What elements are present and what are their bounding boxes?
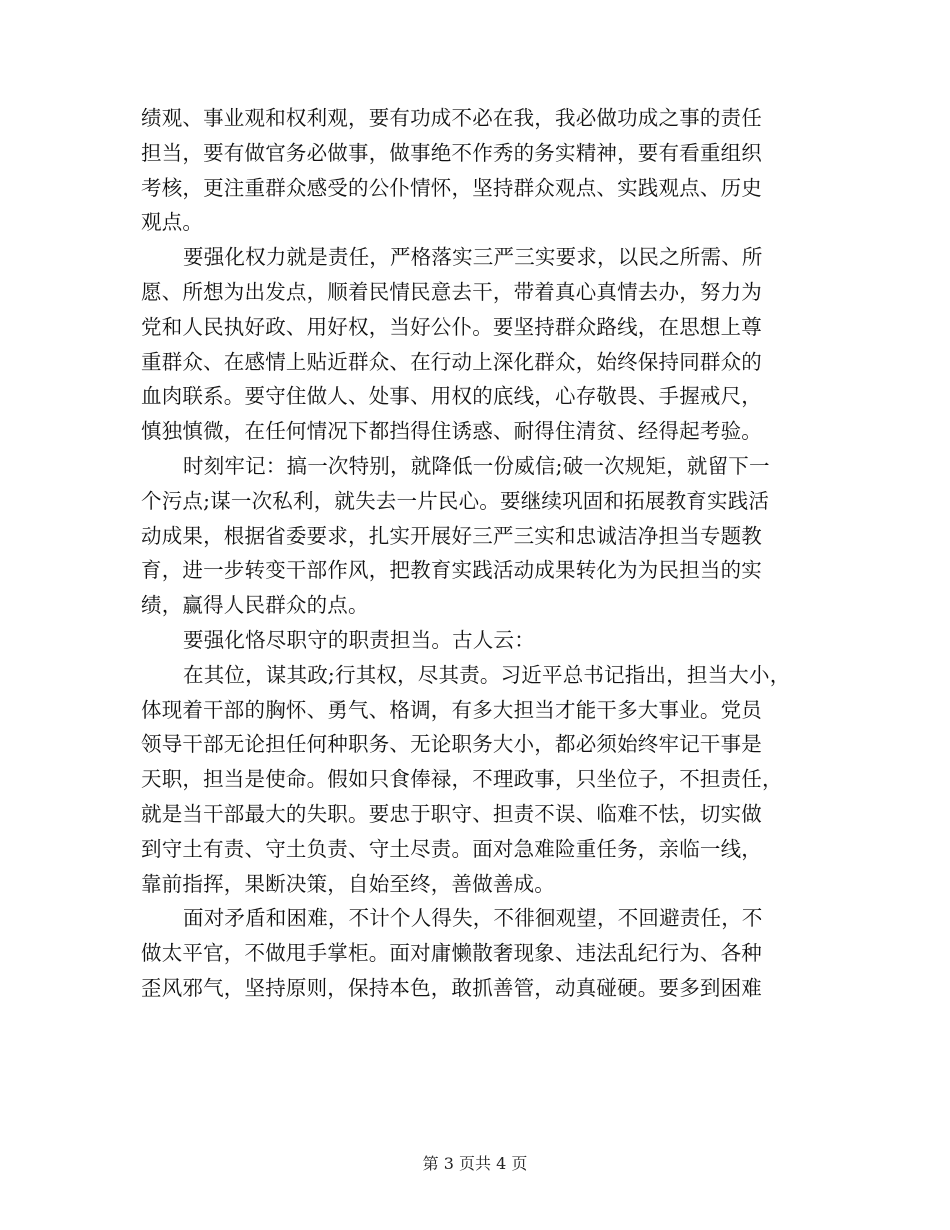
text-line: 观点。 (141, 210, 204, 235)
text-line: 愿、所想为出发点，顺着民情民意去干，带着真心真情去办，努力为 (141, 279, 762, 304)
text-line: 领导干部无论担任何种职务、无论职务大小，都必须始终牢记干事是 (141, 732, 762, 757)
text-line: 天职，担当是使命。假如只食俸禄，不理政事，只坐位子，不担责任， (141, 767, 783, 792)
text-line: 血肉联系。要守住做人、处事、用权的底线，心存敬畏、手握戒尺， (141, 384, 762, 409)
text-line: 个污点;谋一次私利，就失去一片民心。要继续巩固和拓展教育实践活 (141, 488, 770, 513)
text-line: 考核，更注重群众感受的公仆情怀，坚持群众观点、实践观点、历史 (141, 175, 762, 200)
text-line: 就是当干部最大的失职。要忠于职守、担责不误、临难不怯，切实做 (141, 801, 762, 826)
text-line: 慎独慎微，在任何情况下都挡得住诱惑、耐得住清贫、经得起考验。 (141, 419, 762, 444)
text-line: 在其位，谋其政;行其权，尽其责。习近平总书记指出，担当大小， (183, 662, 791, 687)
text-line: 重群众、在感情上贴近群众、在行动上深化群众，始终保持同群众的 (141, 349, 762, 374)
text-line: 绩观、事业观和权利观，要有功成不必在我，我必做功成之事的责任 (141, 106, 762, 130)
text-line: 时刻牢记：搞一次特别，就降低一份威信;破一次规矩，就留下一 (183, 453, 770, 478)
text-line: 绩，赢得人民群众的点。 (141, 593, 369, 618)
text-line: 要强化恪尽职守的职责担当。古人云： (183, 627, 535, 652)
text-line: 要强化权力就是责任，严格落实三严三实要求，以民之所需、所 (183, 245, 763, 270)
text-line: 体现着干部的胸怀、勇气、格调，有多大担当才能干多大事业。党员 (141, 697, 762, 722)
text-line: 育，进一步转变干部作风，把教育实践活动成果转化为为民担当的实 (141, 558, 762, 583)
text-line: 担当，要有做官务必做事，做事绝不作秀的务实精神，要有看重组织 (141, 140, 762, 165)
text-line: 面对矛盾和困难，不计个人得失，不徘徊观望，不回避责任，不 (183, 906, 763, 931)
text-line: 歪风邪气，坚持原则，保持本色，敢抓善管，动真碰硬。要多到困难 (141, 975, 762, 1000)
text-line: 靠前指挥，果断决策，自始至终，善做善成。 (141, 871, 555, 896)
text-line: 到守土有责、守土负责、守土尽责。面对急难险重任务，亲临一线， (141, 836, 762, 861)
text-line: 动成果，根据省委要求，扎实开展好三严三实和忠诚洁净担当专题教 (141, 523, 762, 548)
text-line: 党和人民执好政、用好权，当好公仆。要坚持群众路线，在思想上尊 (141, 314, 762, 339)
page-footer: 第 3 页共 4 页 (422, 1154, 528, 1173)
text-line: 做太平官，不做甩手掌柜。面对庸懒散奢现象、违法乱纪行为、各种 (141, 941, 762, 966)
document-body (141, 101, 811, 1006)
